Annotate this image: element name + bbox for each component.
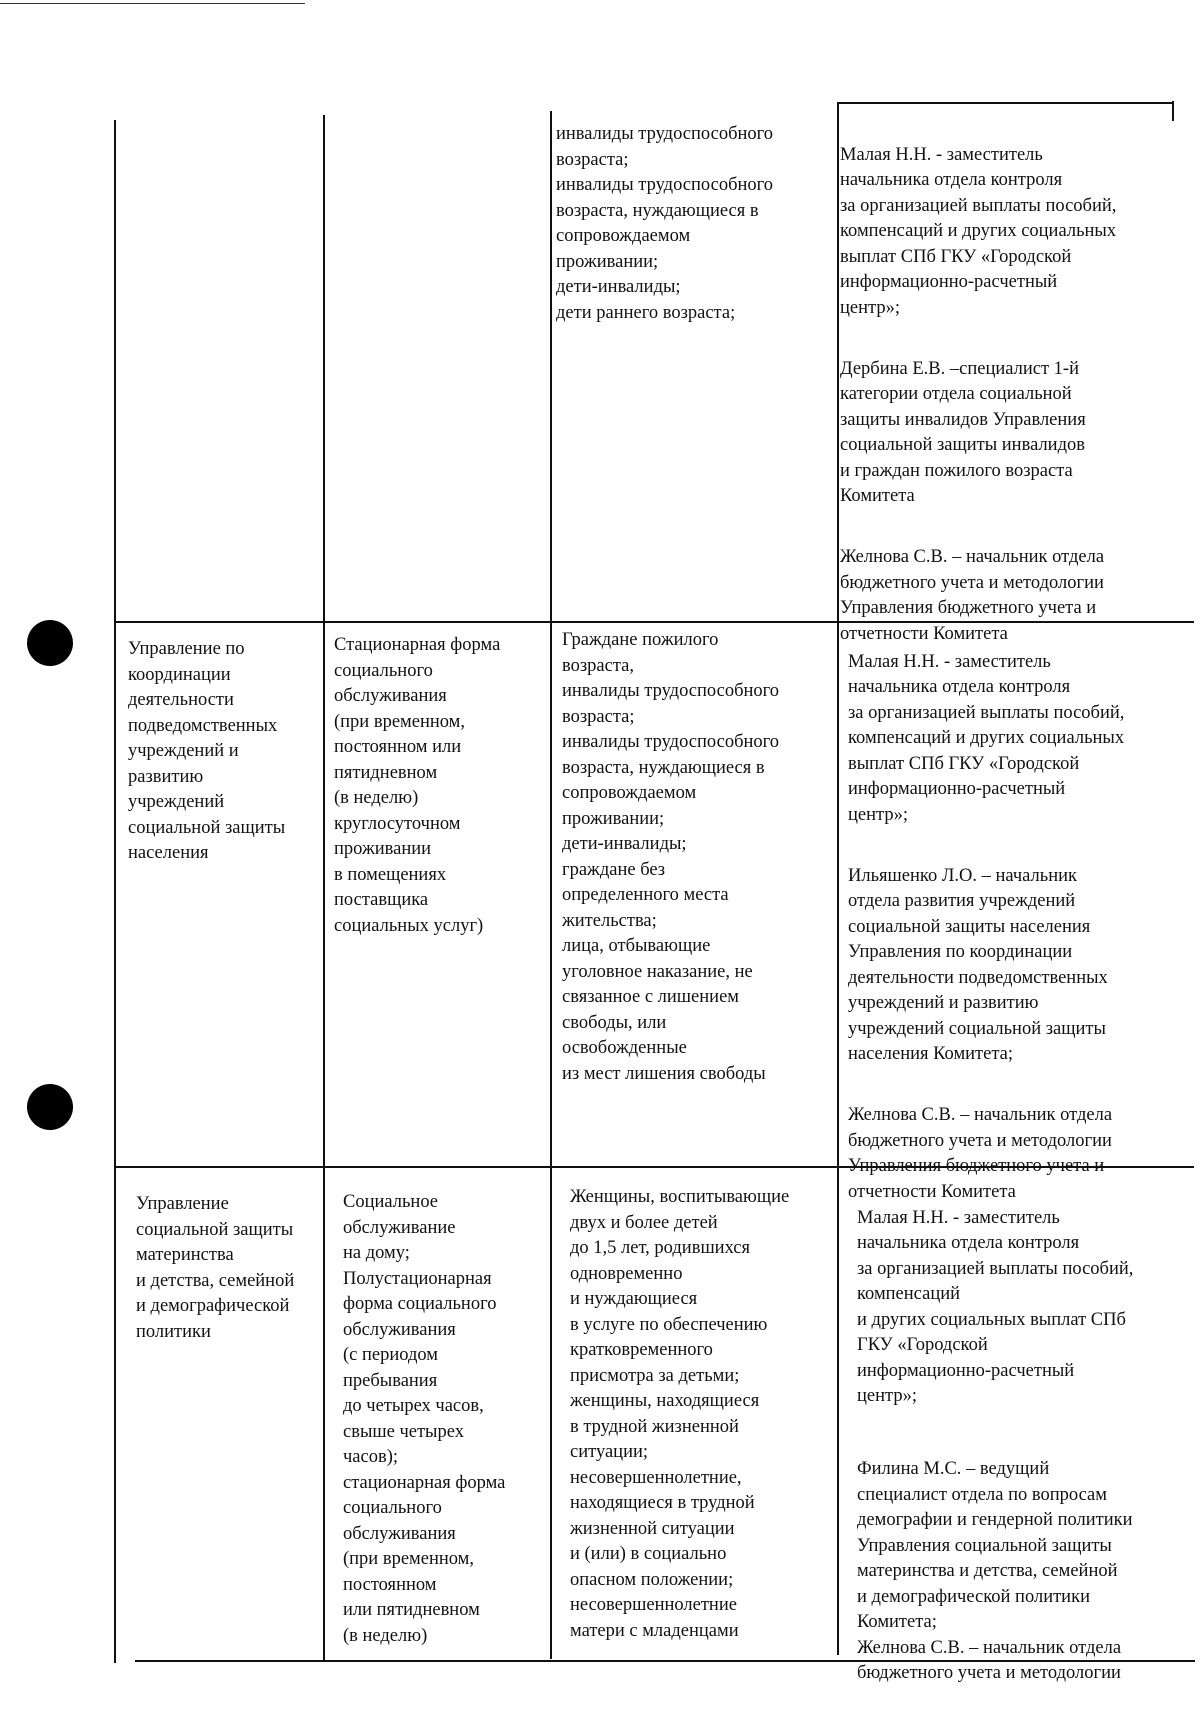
row3-responsible-2: Филина М.С. – ведущий специалист отдела по вопросам демографии и гендерной политики Управления социальной защиты материнства и детства, семейной и демографической политики Комитета; Желнова С.В. – начальник отдела бюджетного учета и методологии: [857, 1459, 1133, 1683]
row1-responsible: [840, 117, 1170, 683]
punch-hole-bottom: [27, 1084, 73, 1130]
row2-responsible-3: Желнова С.В. – начальник отдела бюджетного учета и методологии Управления бюджетного учета и отчетности Комитета: [848, 1105, 1113, 1202]
row2-service-form: Стационарная форма социального обслуживания (при временном, постоянном или пятидневном (в неделю) круглосуточном проживании в помещениях поставщика социальных услуг): [334, 635, 501, 936]
table-border-right: [1172, 101, 1174, 121]
row3-responsible: [857, 1180, 1192, 1722]
row2-responsible: [848, 624, 1183, 1241]
row2-responsible-1: Малая Н.Н. - заместитель начальника отдела контроля за организацией выплаты пособий, компенсаций и других социальных выплат СПб ГКУ «Городской информационно-расчетный центр»;: [848, 651, 1125, 825]
row3-responsible-1: Малая Н.Н. - заместитель начальника отдела контроля за организацией выплаты пособий, компенсаций и других социальных выплат СПб ГКУ «Городской информационно-расчетный центр»;: [857, 1207, 1134, 1406]
row1-responsible-3: Желнова С.В. – начальник отдела бюджетного учета и методологии Управления бюджетного учета и отчетности Комитета: [840, 547, 1105, 644]
table-divider-col1: [323, 115, 325, 1661]
row2-recipients: Граждане пожилого возраста, инвалиды трудоспособного возраста; инвалиды трудоспособного возраста, нуждающиеся в сопровождаемом проживании; дети-инвалиды; граждане без определенного места жительства; лица, отбывающие уголовное наказание, не связанное с лишением свободы, или освобожденные из мест лишения свободы: [562, 630, 780, 1084]
row1-recipients: инвалиды трудоспособного возраста; инвалиды трудоспособного возраста, нуждающиеся в сопровождаемом проживании; дети-инвалиды; дети раннего возраста;: [556, 124, 774, 323]
row2-responsible-2: Ильяшенко Л.О. – начальник отдела развития учреждений социальной защиты населения Управления по координации деятельности подведомственных учреждений и развитию учреждений социальной защиты населения Комитета;: [848, 865, 1108, 1064]
row2-department: Управление по координации деятельности подведомственных учреждений и развитию учреждений социальной защиты населения: [128, 639, 286, 863]
row3-department: Управление социальной защиты материнства и детства, семейной и демографической политики: [136, 1194, 295, 1342]
table-top-border-right: [837, 102, 1173, 104]
row3-recipients: Женщины, воспитывающие двух и более детей до 1,5 лет, родившихся одновременно и нуждающиеся в услуге по обеспечению кратковременного присмотра за детьми; женщины, находящиеся в трудной жизненной ситуации; несовершеннолетние, находящиеся в трудной жизненной ситуации и (или) в социально опасном положении; несовершеннолетние матери с младенцами: [570, 1187, 790, 1641]
row1-responsible-2: Дербина Е.В. –специалист 1-й категории отдела социальной защиты инвалидов Управления социальной защиты инвалидов и граждан пожилого возраста Комитета: [840, 358, 1086, 506]
row1-responsible-1: Малая Н.Н. - заместитель начальника отдела контроля за организацией выплаты пособий, компенсаций и других социальных выплат СПб ГКУ «Городской информационно-расчетный центр»;: [840, 144, 1117, 318]
table-border-left: [114, 120, 116, 1663]
punch-hole-top: [27, 620, 73, 666]
row3-service-form: Социальное обслуживание на дому; Полустационарная форма социального обслуживания (с периодом пребывания до четырех часов, свыше четырех часов); стационарная форма социального обслуживания (при временном, постоянном или пятидневном (в неделю): [343, 1192, 506, 1646]
top-edge-line: [0, 3, 305, 4]
